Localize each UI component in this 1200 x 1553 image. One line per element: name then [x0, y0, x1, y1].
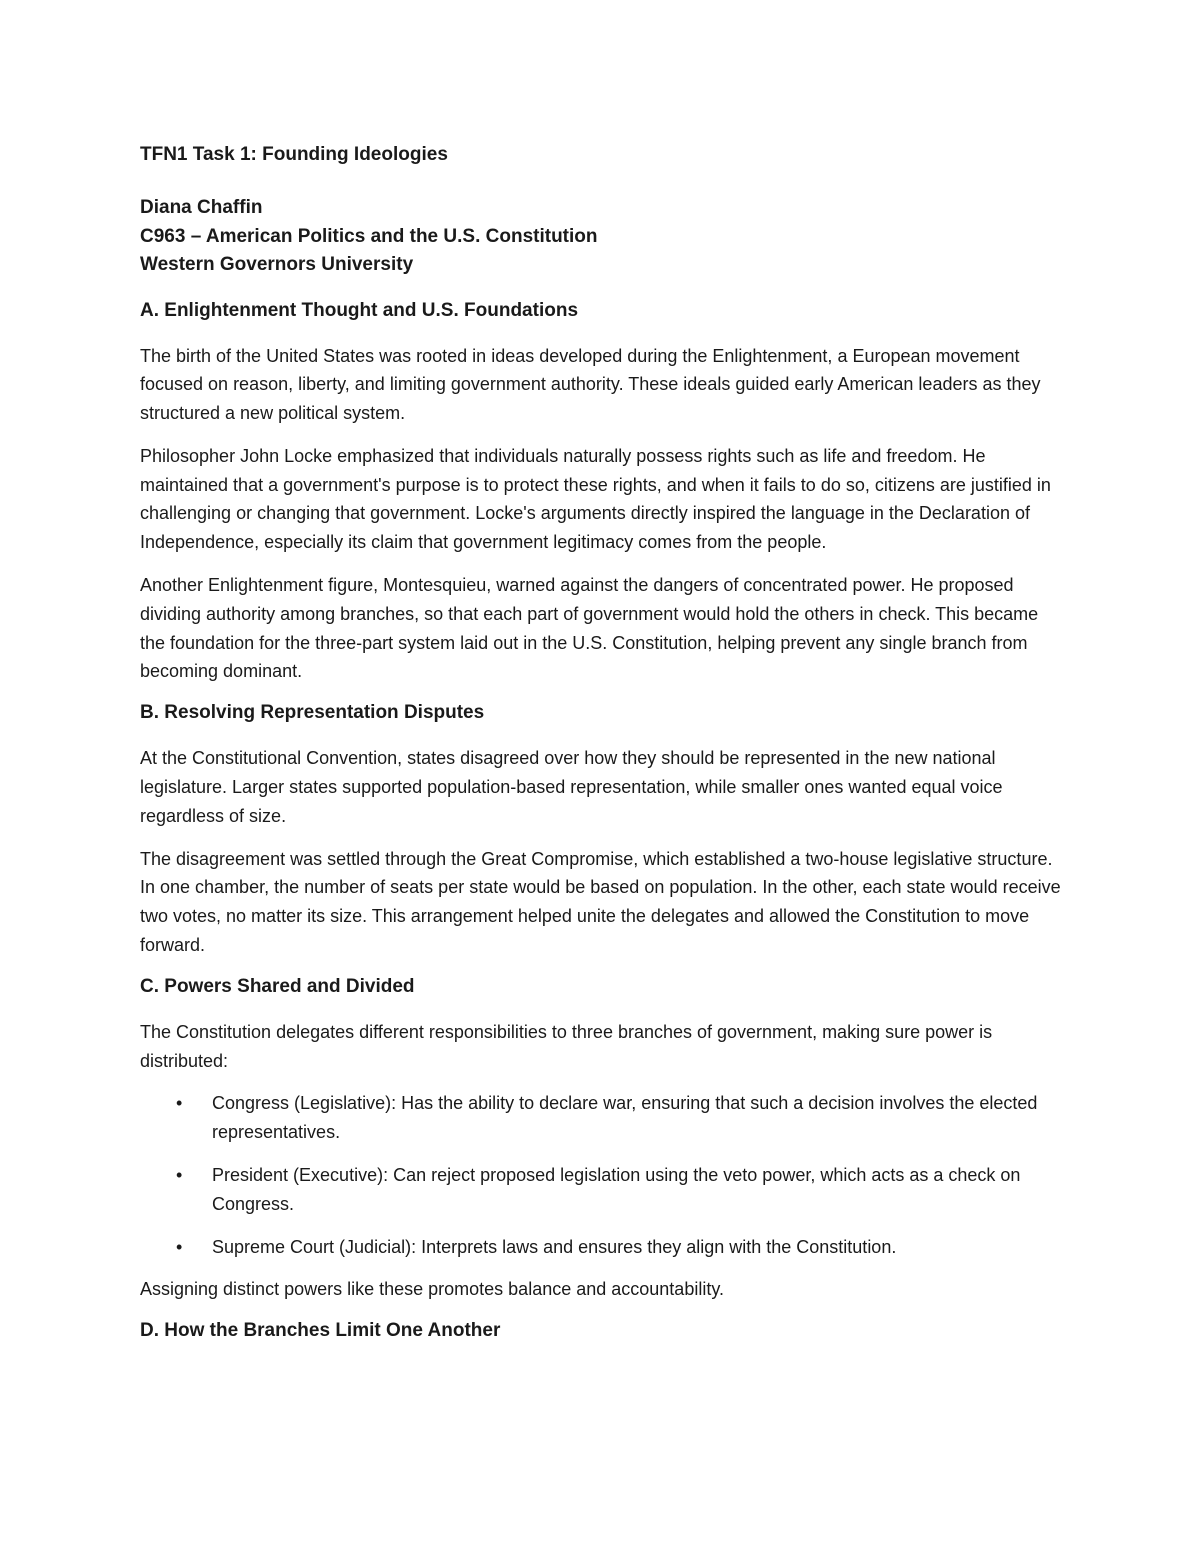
- bullet-text-president: President (Executive): Can reject proposed legislation using the veto power, which acts as a check on Congress.: [212, 1165, 1021, 1214]
- section-a-paragraph-3: Another Enlightenment figure, Montesquieu, warned against the dangers of concentrated power. He proposed dividing authority among branches, so that each part of government would hold the others in check. This became the foundation for the three-part system laid out in the U.S. Constitution, helping prevent any single branch from becoming dominant.: [140, 575, 1039, 682]
- list-item: [140, 1089, 1065, 1147]
- course-name: C963 – American Politics and the U.S. Constitution: [140, 225, 598, 247]
- bullet-icon: •: [176, 1236, 183, 1257]
- document-header: [140, 194, 1065, 280]
- section-b-paragraph-2: The disagreement was settled through the Great Compromise, which established a two-house legislative structure. In one chamber, the number of seats per state would be based on population. In the other, each state would receive two votes, no matter its size. This arrangement helped unite the delegates and allowed the Constitution to move forward.: [140, 848, 1061, 956]
- section-d-heading: D. How the Branches Limit One Another: [140, 1320, 501, 1342]
- section-a-paragraph-2: Philosopher John Locke emphasized that individuals naturally possess rights such as life and freedom. He maintained that a government's purpose is to protect these rights, and when it fails to do so, citizens are justified in challenging or changing that government. Locke's arguments directly inspired the language in the Declaration of Independence, especially its claim that government legitimacy comes from the people.: [140, 445, 1051, 553]
- section-c-intro: The Constitution delegates different responsibilities to three branches of government, making sure power is distributed:: [140, 1021, 993, 1071]
- section-b-heading: B. Resolving Representation Disputes: [140, 702, 485, 724]
- bullet-icon: •: [176, 1165, 183, 1186]
- institution-name: Western Governors University: [140, 254, 414, 275]
- bullet-icon: •: [176, 1093, 183, 1114]
- list-item: [140, 1161, 1065, 1219]
- section-a-paragraph-1: The birth of the United States was rooted in ideas developed during the Enlightenment, a European movement focused on reason, liberty, and limiting government authority. These ideals guided early American leaders as they structured a new political system.: [140, 345, 1041, 424]
- section-c-closing: Assigning distinct powers like these promotes balance and accountability.: [140, 1279, 724, 1300]
- document-page: [140, 142, 1065, 1362]
- list-item: [140, 1233, 1065, 1262]
- section-c-heading: C. Powers Shared and Divided: [140, 975, 415, 997]
- bullet-text-congress: Congress (Legislative): Has the ability to declare war, ensuring that such a decision involves the elected representatives.: [212, 1093, 1038, 1143]
- document-title: TFN1 Task 1: Founding Ideologies: [140, 144, 448, 165]
- section-b-paragraph-1: At the Constitutional Convention, states disagreed over how they should be represented in the new national legislature. Larger states supported population-based representation, while smaller ones wanted equal voice regardless of size.: [140, 748, 1003, 826]
- branches-bullet-list: [140, 1089, 1065, 1261]
- author-name: Diana Chaffin: [140, 197, 263, 218]
- bullet-text-supreme-court: Supreme Court (Judicial): Interprets laws and ensures they align with the Constitution.: [212, 1236, 897, 1257]
- section-a-heading: A. Enlightenment Thought and U.S. Foundations: [140, 299, 579, 321]
